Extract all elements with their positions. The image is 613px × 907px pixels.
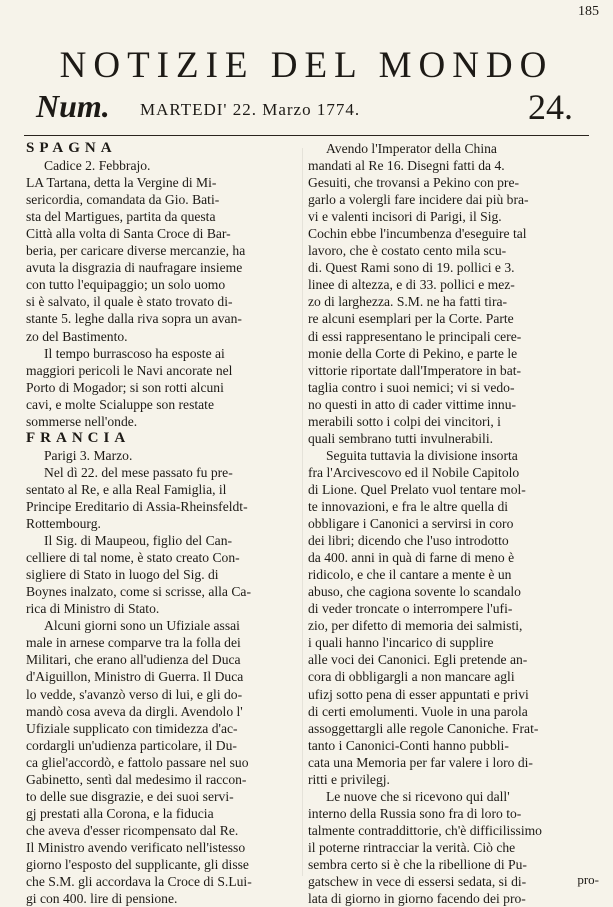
text-line: celliere di tal nome, è stato creato Con- — [26, 550, 240, 566]
issue-label: Num. — [36, 88, 110, 124]
text-line: linee di altezza, e di 33. pollici e mez- — [308, 277, 515, 293]
text-line: maggiori pericoli le Navi ancorate nel — [26, 362, 233, 378]
text-line: che S.M. gli accordava la Croce di S.Lui- — [26, 874, 252, 890]
text-line: fra l'Arcivescovo ed il Nobile Capitolo — [308, 464, 520, 480]
text-line: cordargli un'udienza particolare, il Du- — [26, 737, 237, 753]
text-line: mandò cosa aveva da dirgli. Avendolo l' — [26, 703, 243, 719]
text-line: tanto i Canonici-Conti hanno pubbli- — [308, 737, 509, 753]
text-line: lavoro, che è costato cento mila scu- — [308, 243, 507, 259]
text-line: Città alla volta di Santa Croce di Bar- — [26, 226, 231, 242]
text-line: si è salvato, il quale è stato trovato di- — [26, 294, 233, 310]
text-line: merabili sotto i colpi dei vincitori, i — [308, 413, 501, 429]
text-line: ridicolo, e che il cantare a mente è un — [308, 567, 512, 583]
text-line: di. Quest Rami sono di 19. pollici e 3. — [308, 260, 515, 276]
text-line: Il Ministro avendo verificato nell'istesso — [26, 839, 246, 855]
text-line: Cochin ebbe l'incumbenza d'eseguire tal — [308, 226, 527, 242]
text-line: sericordia, comandata da Gio. Bati- — [26, 192, 220, 208]
section-heading: FRANCIA — [26, 429, 131, 446]
text-line: cata una Memoria per far valere i loro di- — [308, 754, 533, 770]
text-line: vittorie riportate dall'Imperatore in bat- — [308, 362, 522, 378]
text-line: re alcuni esemplari per la Corte. Parte — [308, 311, 514, 327]
left-column — [26, 140, 298, 907]
text-line: Avendo l'Imperator della China — [326, 141, 497, 156]
text-line: vi e valenti incisori di Parigi, il Sig. — [308, 209, 502, 225]
text-line: di veder troncate o interrompere l'ufi- — [308, 601, 513, 617]
text-line: stante 5. leghe dalla riva sopra un avan- — [26, 311, 242, 327]
text-line: Militari, che erano all'udienza del Duca — [26, 652, 241, 668]
text-line: abuso, che cagiona sovente lo scandalo — [308, 584, 521, 600]
page-number: 185 — [578, 4, 599, 19]
issue-number: 24. — [528, 87, 573, 127]
text-line: Il tempo burrascoso ha esposte ai — [44, 345, 225, 361]
text-line: lata di giorno in giorno facendo dei pro- — [308, 891, 526, 907]
text-line: male in arnese comparve tra la folla dei — [26, 635, 241, 651]
text-line: di essi rappresentano le principali cere- — [308, 328, 522, 344]
text-line: ritti e privilegj. — [308, 771, 390, 787]
text-line: cora di obbligargli a non mancare agli — [308, 669, 515, 685]
text-line: te innovazioni, e fra le altre quella di — [308, 498, 509, 514]
text-line: Rottembourg. — [26, 516, 101, 532]
text-line: beria, per caricare diverse mercanzie, ha — [26, 243, 246, 259]
text-line: Ufiziale supplicato con timidezza d'ac- — [26, 720, 238, 736]
issue-date: MARTEDI' 22. Marzo 1774. — [140, 100, 361, 119]
section-heading: SPAGNA — [26, 140, 117, 156]
text-line: assoggettargli alle regole Canoniche. Frat- — [308, 720, 539, 736]
text-line: quali sembrano tutti invulnerabili. — [308, 430, 493, 446]
text-line: avuta la disgrazia di naufragare insieme — [26, 260, 243, 276]
text-line: dei libri; dicendo che l'uso introdotto — [308, 533, 509, 549]
text-line: taglia contro i suoi nemici; vi si vedo- — [308, 379, 515, 395]
issue-line — [36, 88, 573, 132]
text-line: monie della Corte di Pekino, e parte le — [308, 345, 518, 361]
text-line: mandati al Re 16. Disegni fatti da 4. — [308, 158, 505, 174]
text-line: Cadice 2. Febbrajo. — [44, 158, 151, 174]
text-line: LA Tartana, detta la Vergine di Mi- — [26, 175, 217, 191]
text-line: Nel dì 22. del mese passato fu pre- — [44, 464, 233, 480]
text-line: Gabinetto, sentì dal medesimo il raccon- — [26, 771, 247, 787]
text-line: da 400. anni in quà di farne di meno è — [308, 550, 515, 566]
text-line: Seguita tuttavia la divisione insorta — [326, 447, 518, 463]
text-line: sembra certo si è che la ribellione di Pu- — [308, 856, 527, 872]
catchword: pro- — [577, 872, 599, 887]
text-line: sta del Martigues, partita da questa — [26, 209, 216, 225]
text-line: Gesuiti, che trovansi a Pekino con pre- — [308, 175, 520, 191]
text-line: sentato al Re, e alla Real Famiglia, il — [26, 481, 227, 497]
text-line: d'Aiguillon, Ministro di Guerra. Il Duca — [26, 669, 244, 685]
text-line: cavi, e molte Scialuppe son restate — [26, 396, 214, 412]
text-line: obbligare i Canonici a servirsi in coro — [308, 516, 514, 532]
text-line: i quali hanno l'incarico di supplire — [308, 635, 494, 651]
text-line: Alcuni giorni sono un Ufiziale assai — [44, 618, 240, 634]
text-line: il poterne rintracciar la verità. Ciò che — [308, 839, 516, 855]
text-line: to delle sue disgrazie, e dei suoi servi- — [26, 788, 234, 804]
text-line: zio, per difetto di memoria dei salmisti, — [308, 618, 523, 634]
text-line: alle voci dei Canonici. Egli pretende an- — [308, 652, 528, 668]
text-line: Parigi 3. Marzo. — [44, 447, 133, 463]
text-line: Principe Ereditario di Assia-Rheinsfeldt- — [26, 498, 248, 514]
text-line: rica di Ministro di Stato. — [26, 601, 160, 617]
text-line: talmente contraddittorie, ch'è difficilissimo — [308, 822, 542, 838]
text-line: no questi in atto di cader vittime innu- — [308, 396, 517, 412]
text-line: lo vedde, s'avanzò verso di lui, e gli do- — [26, 686, 243, 702]
text-line: ca gliel'accordò, e fattolo passare nel suo — [26, 754, 249, 770]
text-line: Il Sig. di Maupeou, figlio del Can- — [44, 533, 233, 549]
column-divider — [302, 148, 303, 876]
header-rule — [24, 135, 589, 136]
text-line: ufizj sotto pena di esser appuntati e privi — [308, 686, 529, 702]
text-line: gatschew in vece di essersi sedata, si di- — [308, 874, 527, 890]
text-line: sommerse nell'onde. — [26, 413, 138, 429]
text-line: Boynes inalzato, come si scrisse, alla Ca- — [26, 584, 251, 600]
masthead-title: NOTIZIE DEL MONDO — [59, 45, 554, 86]
text-line: sigliere di Stato in luogo del Sig. di — [26, 567, 219, 583]
text-line: giorno l'esposto del supplicante, gli disse — [26, 856, 249, 872]
text-line: interno della Russia sono fra di loro to- — [308, 805, 522, 821]
text-line: che aveva d'esser ricompensato dal Re. — [26, 822, 239, 838]
text-line: zo di larghezza. S.M. ne ha fatti tira- — [308, 294, 508, 310]
text-line: zo del Bastimento. — [26, 328, 128, 344]
text-line: Le nuove che si ricevono qui dall' — [326, 788, 510, 804]
text-line: di Lione. Quel Prelato vuol tentare mol- — [308, 481, 526, 497]
text-line: di certi emolumenti. Vuole in una parola — [308, 703, 528, 719]
text-line: Porto di Mogador; si son rotti alcuni — [26, 379, 224, 395]
text-line: garlo a volergli fare incidere dai più bra- — [308, 192, 529, 208]
text-line: con tutto l'equipaggio; un solo uomo — [26, 277, 226, 293]
text-line: gj prestati alla Corona, e la fiducia — [26, 805, 214, 821]
right-column — [308, 140, 590, 907]
text-line: gi con 400. lire di pensione. — [26, 891, 178, 907]
